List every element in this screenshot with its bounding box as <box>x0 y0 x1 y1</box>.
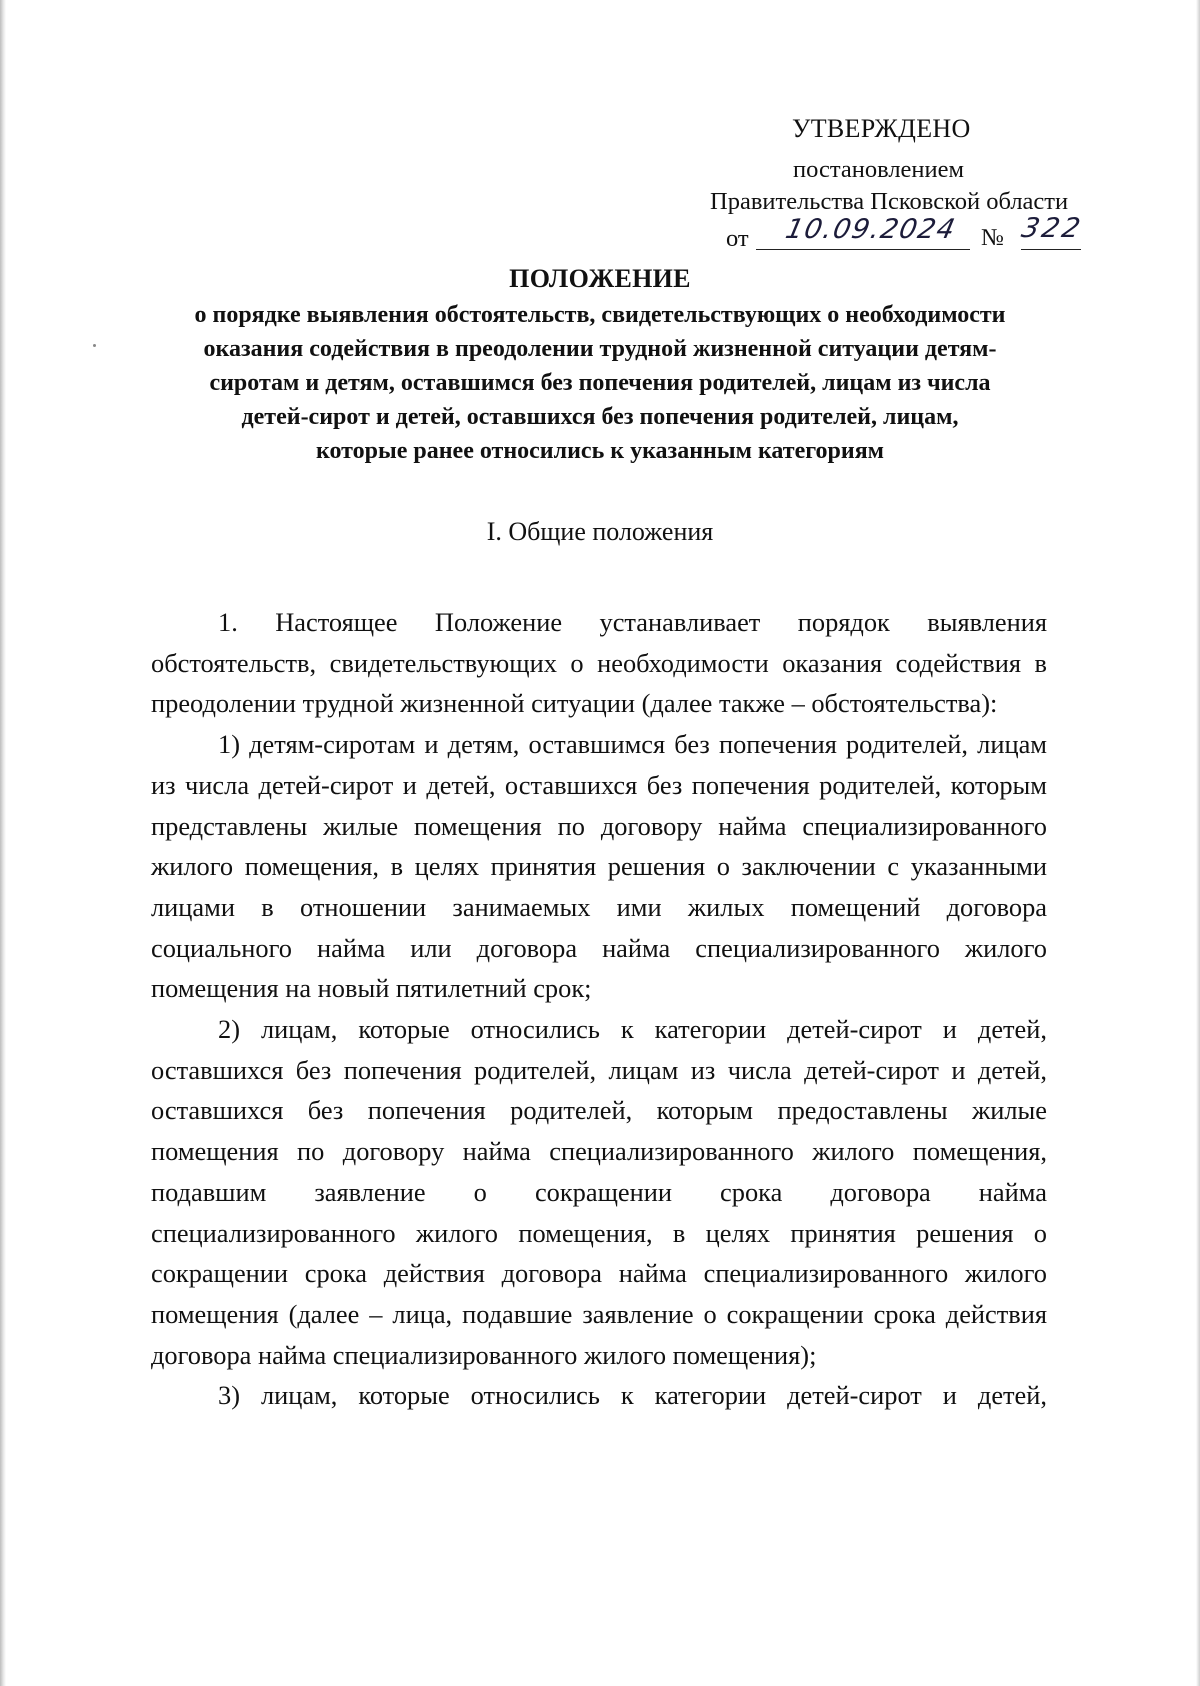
document-body <box>151 602 1047 1416</box>
subtitle-line: детей-сирот и детей, оставшихся без попечения родителей, лицам, <box>241 404 959 430</box>
subtitle-line: о порядке выявления обстоятельств, свидетельствующих о необходимости <box>194 302 1006 328</box>
scan-edge-left <box>0 0 6 1686</box>
number-label: № <box>981 225 1004 251</box>
paragraph-1: 1. Настоящее Положение устанавливает порядок выявления обстоятельств, свидетельствующих о необходимости оказания содействия в преодолении трудной жизненной ситуации (далее также – обстоятельства): <box>151 607 1047 719</box>
number-underline <box>1021 249 1081 250</box>
handwritten-date: 10.09.2024 <box>782 214 959 245</box>
scan-edge-right <box>1196 0 1200 1686</box>
subtitle-line: которые ранее относились к указанным категориям <box>315 438 885 464</box>
list-item-1: 1) детям-сиротам и детям, оставшимся без попечения родителей, лицам из числа детей-сирот и детей, оставшихся без попечения родителей, которым представлены жилые помещения по договору найма специализированного жилого помещения, в целях принятия решения о заключении с указанными лицами в отношении занимаемых ими жилых помещений договора социального найма или договора найма специализированного жилого помещения на новый пятилетний срок; <box>151 729 1047 1004</box>
government-text: Правительства Псковской области <box>710 188 1069 215</box>
list-item-2: 2) лицам, которые относились к категории детей-сирот и детей, оставшихся без попечения родителей, лицам из числа детей-сирот и детей, оставшихся без попечения родителей, которым предоставлены жилые помещения по договору найма специализированного жилого помещения, подавшим заявление о сокращении срока договора найма специализированного жилого помещения, в целях принятия решения о сокращении срока действия договора найма специализированного жилого помещения (далее – лица, подавшие заявление о сокращении срока действия договора найма специализированного жилого помещения); <box>151 1014 1047 1370</box>
document-title: ПОЛОЖЕНИЕ <box>509 264 691 293</box>
section-heading: I. Общие положения <box>486 517 714 546</box>
subtitle-line: оказания содействия в преодолении трудной жизненной ситуации детям- <box>203 336 997 362</box>
date-underline <box>756 249 970 250</box>
from-label: от <box>726 225 749 252</box>
document-subtitle <box>110 298 1090 468</box>
approved-stamp-text: УТВЕРЖДЕНО <box>792 114 971 143</box>
handwritten-number: 322 <box>1018 213 1086 244</box>
scan-speck <box>93 344 96 347</box>
document-title-block <box>110 262 1090 468</box>
list-item-3: 3) лицам, которые относились к категории детей-сирот и детей, <box>218 1380 1047 1411</box>
subtitle-line: сиротам и детям, оставшимся без попечения родителей, лицам из числа <box>209 370 991 396</box>
resolution-text: постановлением <box>793 156 965 183</box>
